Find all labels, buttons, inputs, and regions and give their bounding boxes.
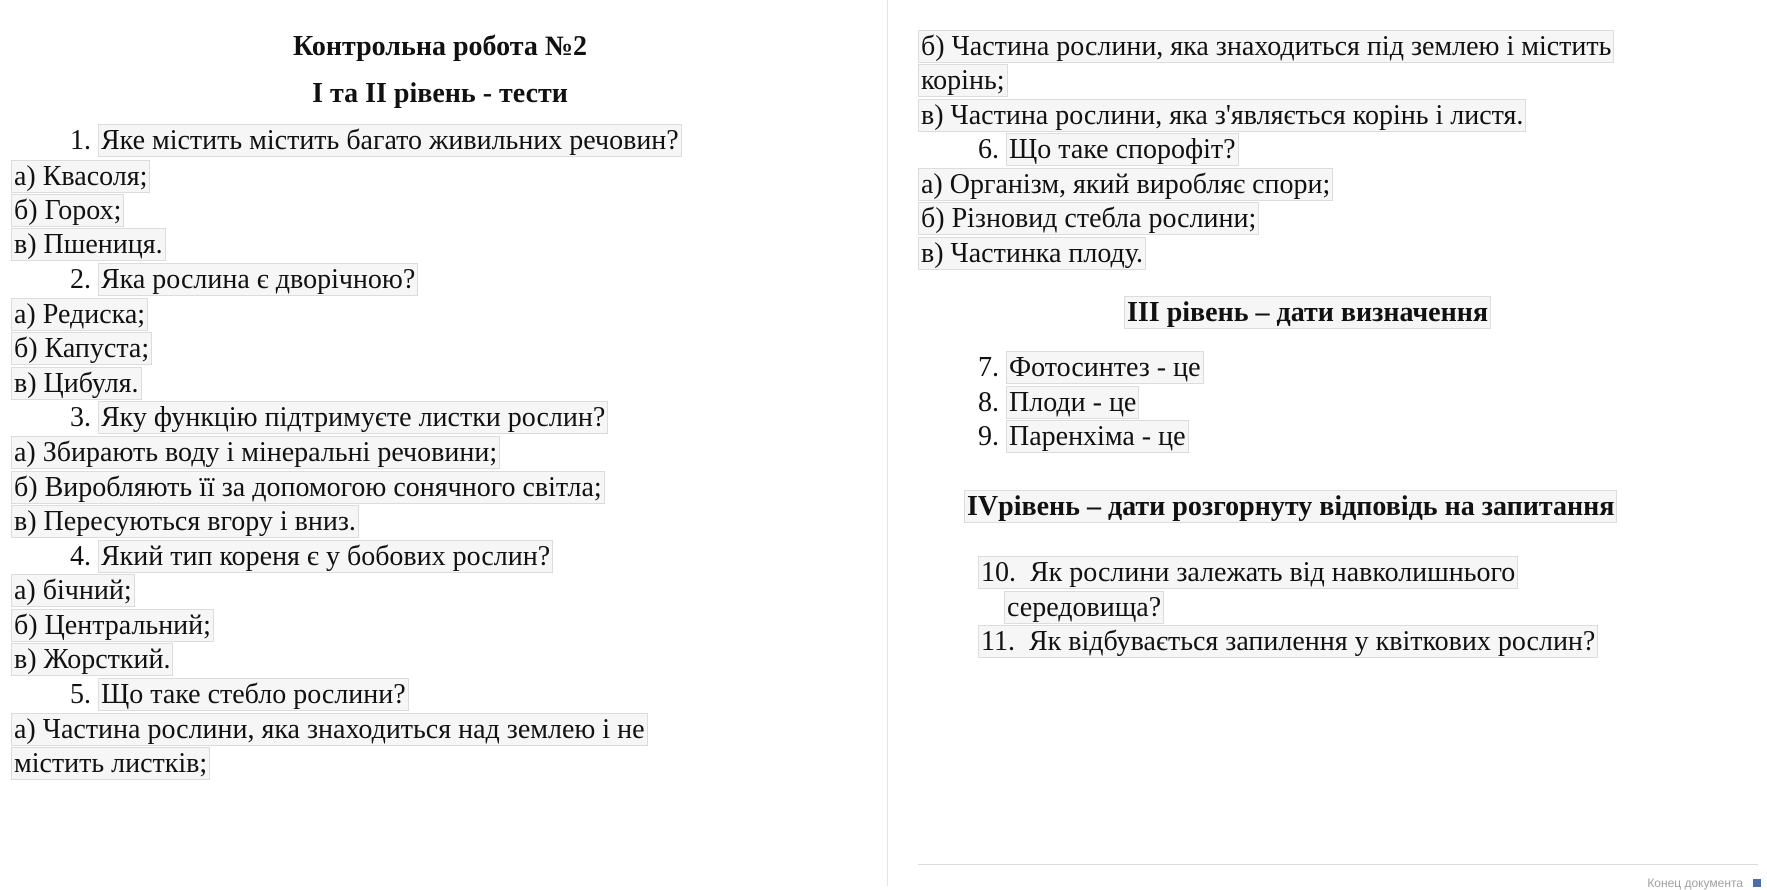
answer-6a: а) Організм, який виробляє спори;	[918, 166, 1333, 204]
answer-1a: а) Квасоля;	[11, 158, 150, 196]
question-10-line2: середовища?	[1004, 589, 1164, 627]
question-2: 2. Яка рослина є дворічною?	[70, 261, 418, 299]
question-4: 4. Який тип кореня є у бобових рослин?	[70, 538, 553, 576]
answer-5a-line2: містить листків;	[11, 745, 210, 783]
answer-3c: в) Пересуються вгору і вниз.	[11, 503, 359, 541]
answer-5c: в) Частина рослини, яка з'являється корінь і листя.	[918, 97, 1526, 135]
answer-1c: в) Пшениця.	[11, 226, 166, 264]
answer-1b: б) Горох;	[11, 192, 124, 230]
page-subtitle: І та ІІ рівень - тести	[312, 78, 568, 109]
question-10-line1: 10. Як рослини залежать від навколишнього	[978, 554, 1518, 592]
answer-5a-line1: а) Частина рослини, яка знаходиться над землею і не	[11, 711, 648, 749]
definition-7: 7. Фотосинтез - це	[978, 349, 1204, 387]
answer-6b: б) Різновид стебла рослини;	[918, 200, 1259, 238]
page-divider	[887, 0, 888, 886]
end-of-document-line	[918, 864, 1758, 865]
definition-8: 8. Плоди - це	[978, 384, 1139, 422]
question-6: 6. Що таке спорофіт?	[978, 131, 1239, 169]
page-title: Контрольна робота №2	[292, 31, 588, 62]
question-3: 3. Яку функцію підтримуєте листки рослин?	[70, 399, 608, 437]
level-4-heading: IVрівень – дати розгорнуту відповідь на запитання	[964, 488, 1617, 526]
answer-4b: б) Центральний;	[11, 607, 214, 645]
answer-5b-line2: корінь;	[918, 62, 1008, 100]
answer-3a: а) Збирають воду і мінеральні речовини;	[11, 434, 500, 472]
answer-4c: в) Жорсткий.	[11, 641, 173, 679]
question-1: 1. Яке містить містить багато живильних речовин?	[70, 122, 682, 160]
answer-2a: а) Редиска;	[11, 296, 148, 334]
answer-3b: б) Виробляють її за допомогою сонячного світла;	[11, 469, 605, 507]
level-3-heading: ІІІ рівень – дати визначення	[1124, 294, 1491, 332]
answer-5b-line1: б) Частина рослини, яка знаходиться під землею і містить	[918, 28, 1614, 66]
definition-9: 9. Паренхіма - це	[978, 418, 1189, 456]
end-of-document-label: Конец документа	[1647, 876, 1743, 890]
answer-2b: б) Капуста;	[11, 330, 152, 368]
answer-2c: в) Цибуля.	[11, 365, 142, 403]
question-5: 5. Що таке стебло рослини?	[70, 676, 409, 714]
answer-6c: в) Частинка плоду.	[918, 235, 1146, 273]
question-11: 11. Як відбувається запилення у квіткових рослин?	[978, 623, 1598, 661]
answer-4a: а) бічний;	[11, 572, 135, 610]
